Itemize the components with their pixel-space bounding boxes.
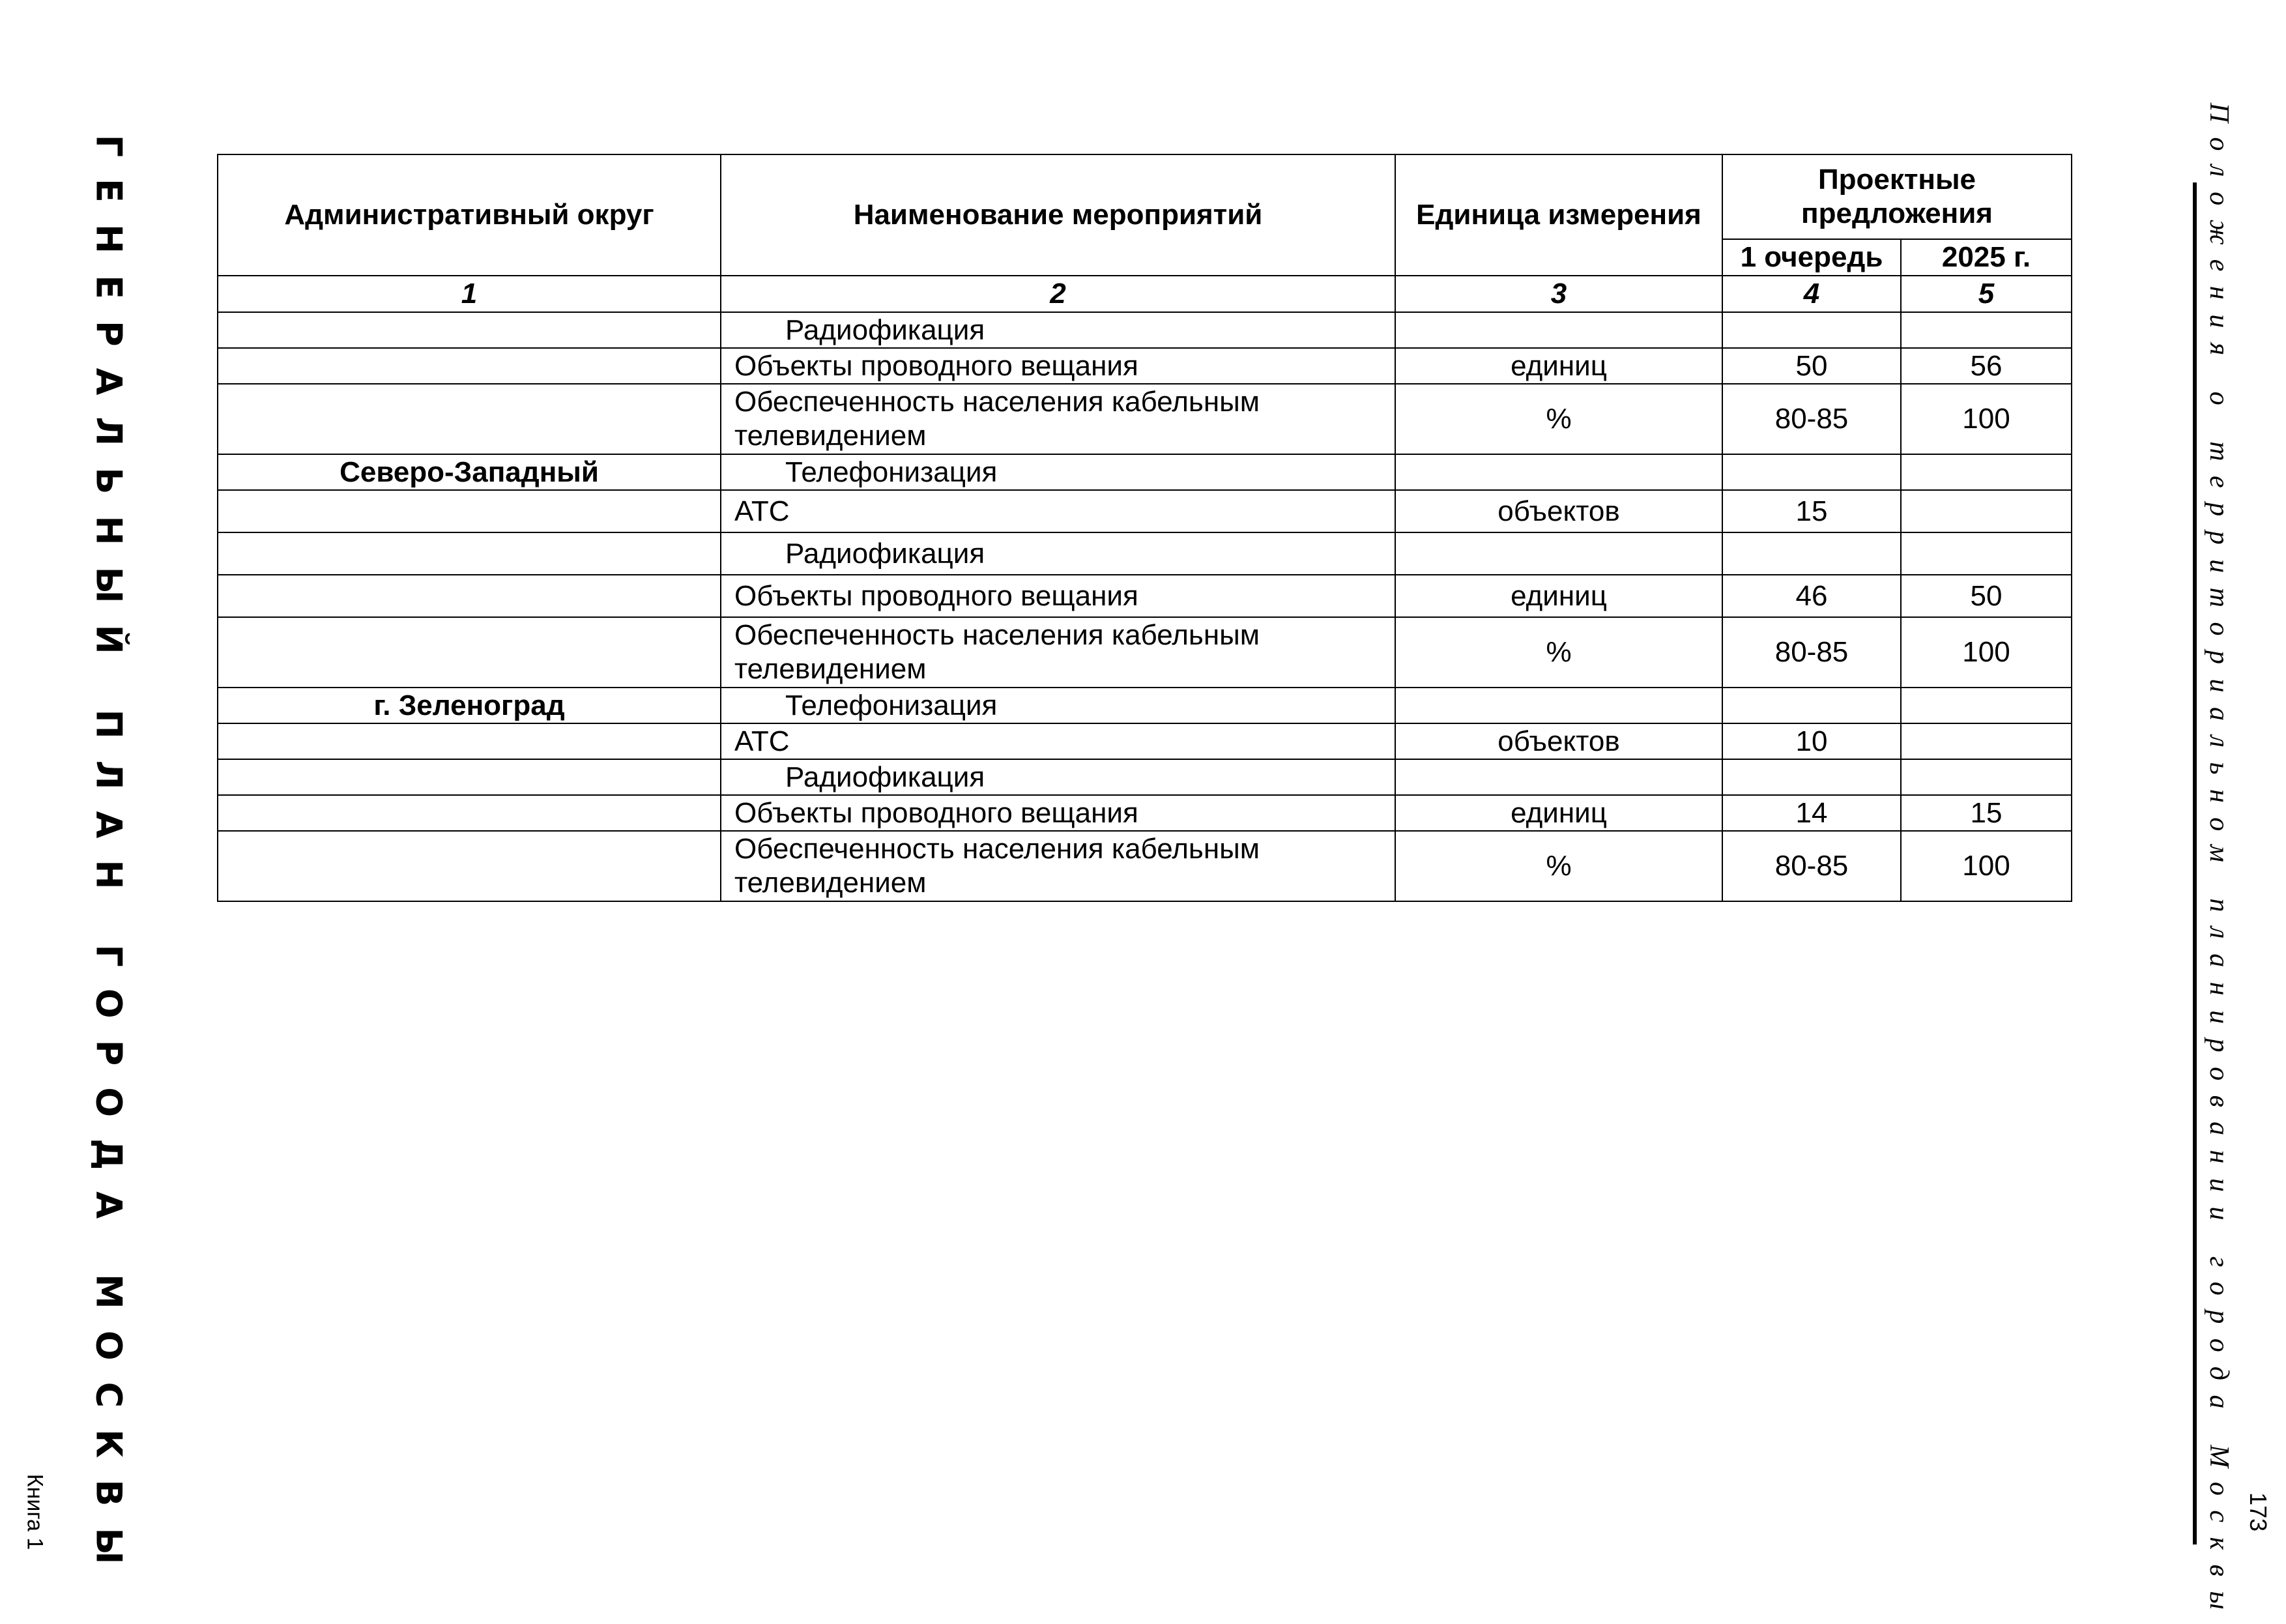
title-rule: [2193, 182, 2197, 1544]
stage1-value: 14: [1722, 795, 1901, 831]
year2025-value: [1901, 688, 2072, 723]
unit-cell: [1395, 759, 1722, 795]
year2025-value: [1901, 312, 2072, 348]
table-row: [218, 312, 2072, 348]
stage1-value: 46: [1722, 575, 1901, 617]
stage1-value: 10: [1722, 723, 1901, 759]
table-row: [218, 617, 2072, 688]
column-numbers-row: [218, 276, 2072, 312]
table-row: [218, 831, 2072, 901]
document-title: ГЕНЕРАЛЬНЫЙ ПЛАН ГОРОДА МОСКВЫ: [88, 134, 130, 1586]
year2025-value: 100: [1901, 831, 2072, 901]
header-stage1: 1 очередь: [1722, 239, 1901, 276]
book-label: Книга 1: [22, 1473, 48, 1550]
district-cell: [218, 831, 721, 901]
unit-cell: единиц: [1395, 575, 1722, 617]
table-row: [218, 532, 2072, 575]
unit-cell: [1395, 454, 1722, 490]
col-number: 2: [721, 276, 1395, 312]
measure-cell: АТС: [721, 490, 1395, 532]
measure-cell: Обеспеченность населения кабельным телевидением: [721, 384, 1395, 454]
page-number: 173: [2245, 1492, 2272, 1532]
unit-cell: объектов: [1395, 723, 1722, 759]
year2025-value: [1901, 723, 2072, 759]
year2025-value: [1901, 454, 2072, 490]
stage1-value: [1722, 454, 1901, 490]
header-2025: 2025 г.: [1901, 239, 2072, 276]
unit-cell: [1395, 688, 1722, 723]
year2025-value: 15: [1901, 795, 2072, 831]
right-side-title: [2167, 102, 2281, 1624]
stage1-value: [1722, 532, 1901, 575]
col-number: 3: [1395, 276, 1722, 312]
unit-cell: объектов: [1395, 490, 1722, 532]
district-cell: [218, 723, 721, 759]
stage1-value: 15: [1722, 490, 1901, 532]
unit-cell: единиц: [1395, 795, 1722, 831]
left-side-title: [22, 134, 143, 1586]
table-row: [218, 348, 2072, 384]
district-cell: [218, 759, 721, 795]
measure-cell: Обеспеченность населения кабельным телевидением: [721, 617, 1395, 688]
stage1-value: 80-85: [1722, 831, 1901, 901]
stage1-value: [1722, 312, 1901, 348]
header-district: Административный округ: [218, 154, 721, 276]
table-row: [218, 384, 2072, 454]
measure-cell: Объекты проводного вещания: [721, 795, 1395, 831]
stage1-value: 80-85: [1722, 617, 1901, 688]
stage1-value: [1722, 759, 1901, 795]
table-row: [218, 759, 2072, 795]
header-measure: Наименование мероприятий: [721, 154, 1395, 276]
unit-cell: %: [1395, 617, 1722, 688]
year2025-value: 50: [1901, 575, 2072, 617]
measure-cell: АТС: [721, 723, 1395, 759]
district-cell: [218, 795, 721, 831]
district-cell: г. Зеленоград: [218, 688, 721, 723]
col-number: 4: [1722, 276, 1901, 312]
district-cell: [218, 617, 721, 688]
unit-cell: %: [1395, 831, 1722, 901]
year2025-value: 100: [1901, 384, 2072, 454]
measure-cell: Радиофикация: [721, 759, 1395, 795]
measure-cell: Объекты проводного вещания: [721, 575, 1395, 617]
unit-cell: [1395, 532, 1722, 575]
table-row: [218, 688, 2072, 723]
year2025-value: [1901, 490, 2072, 532]
measure-cell: Обеспеченность населения кабельным телевидением: [721, 831, 1395, 901]
year2025-value: 56: [1901, 348, 2072, 384]
unit-cell: [1395, 312, 1722, 348]
table-row: [218, 795, 2072, 831]
measure-cell: Объекты проводного вещания: [721, 348, 1395, 384]
stage1-value: [1722, 688, 1901, 723]
stage1-value: 50: [1722, 348, 1901, 384]
year2025-value: [1901, 759, 2072, 795]
header-unit: Единица измерения: [1395, 154, 1722, 276]
year2025-value: [1901, 532, 2072, 575]
stage1-value: 80-85: [1722, 384, 1901, 454]
measure-cell: Телефонизация: [721, 688, 1395, 723]
col-number: 5: [1901, 276, 2072, 312]
unit-cell: единиц: [1395, 348, 1722, 384]
header-row: [218, 154, 2072, 239]
table-row: [218, 490, 2072, 532]
year2025-value: 100: [1901, 617, 2072, 688]
district-cell: [218, 384, 721, 454]
district-cell: [218, 490, 721, 532]
district-cell: [218, 348, 721, 384]
district-cell: [218, 532, 721, 575]
measures-table: [217, 154, 2072, 902]
col-number: 1: [218, 276, 721, 312]
table-row: [218, 454, 2072, 490]
section-title: Положения о территориальном планировании города Москвы: [2204, 102, 2234, 1624]
table-row: [218, 575, 2072, 617]
measure-cell: Телефонизация: [721, 454, 1395, 490]
measure-cell: Радиофикация: [721, 532, 1395, 575]
measure-cell: Радиофикация: [721, 312, 1395, 348]
district-cell: [218, 312, 721, 348]
district-cell: Северо-Западный: [218, 454, 721, 490]
table-row: [218, 723, 2072, 759]
header-proposals: Проектные предложения: [1722, 154, 2072, 239]
district-cell: [218, 575, 721, 617]
unit-cell: %: [1395, 384, 1722, 454]
